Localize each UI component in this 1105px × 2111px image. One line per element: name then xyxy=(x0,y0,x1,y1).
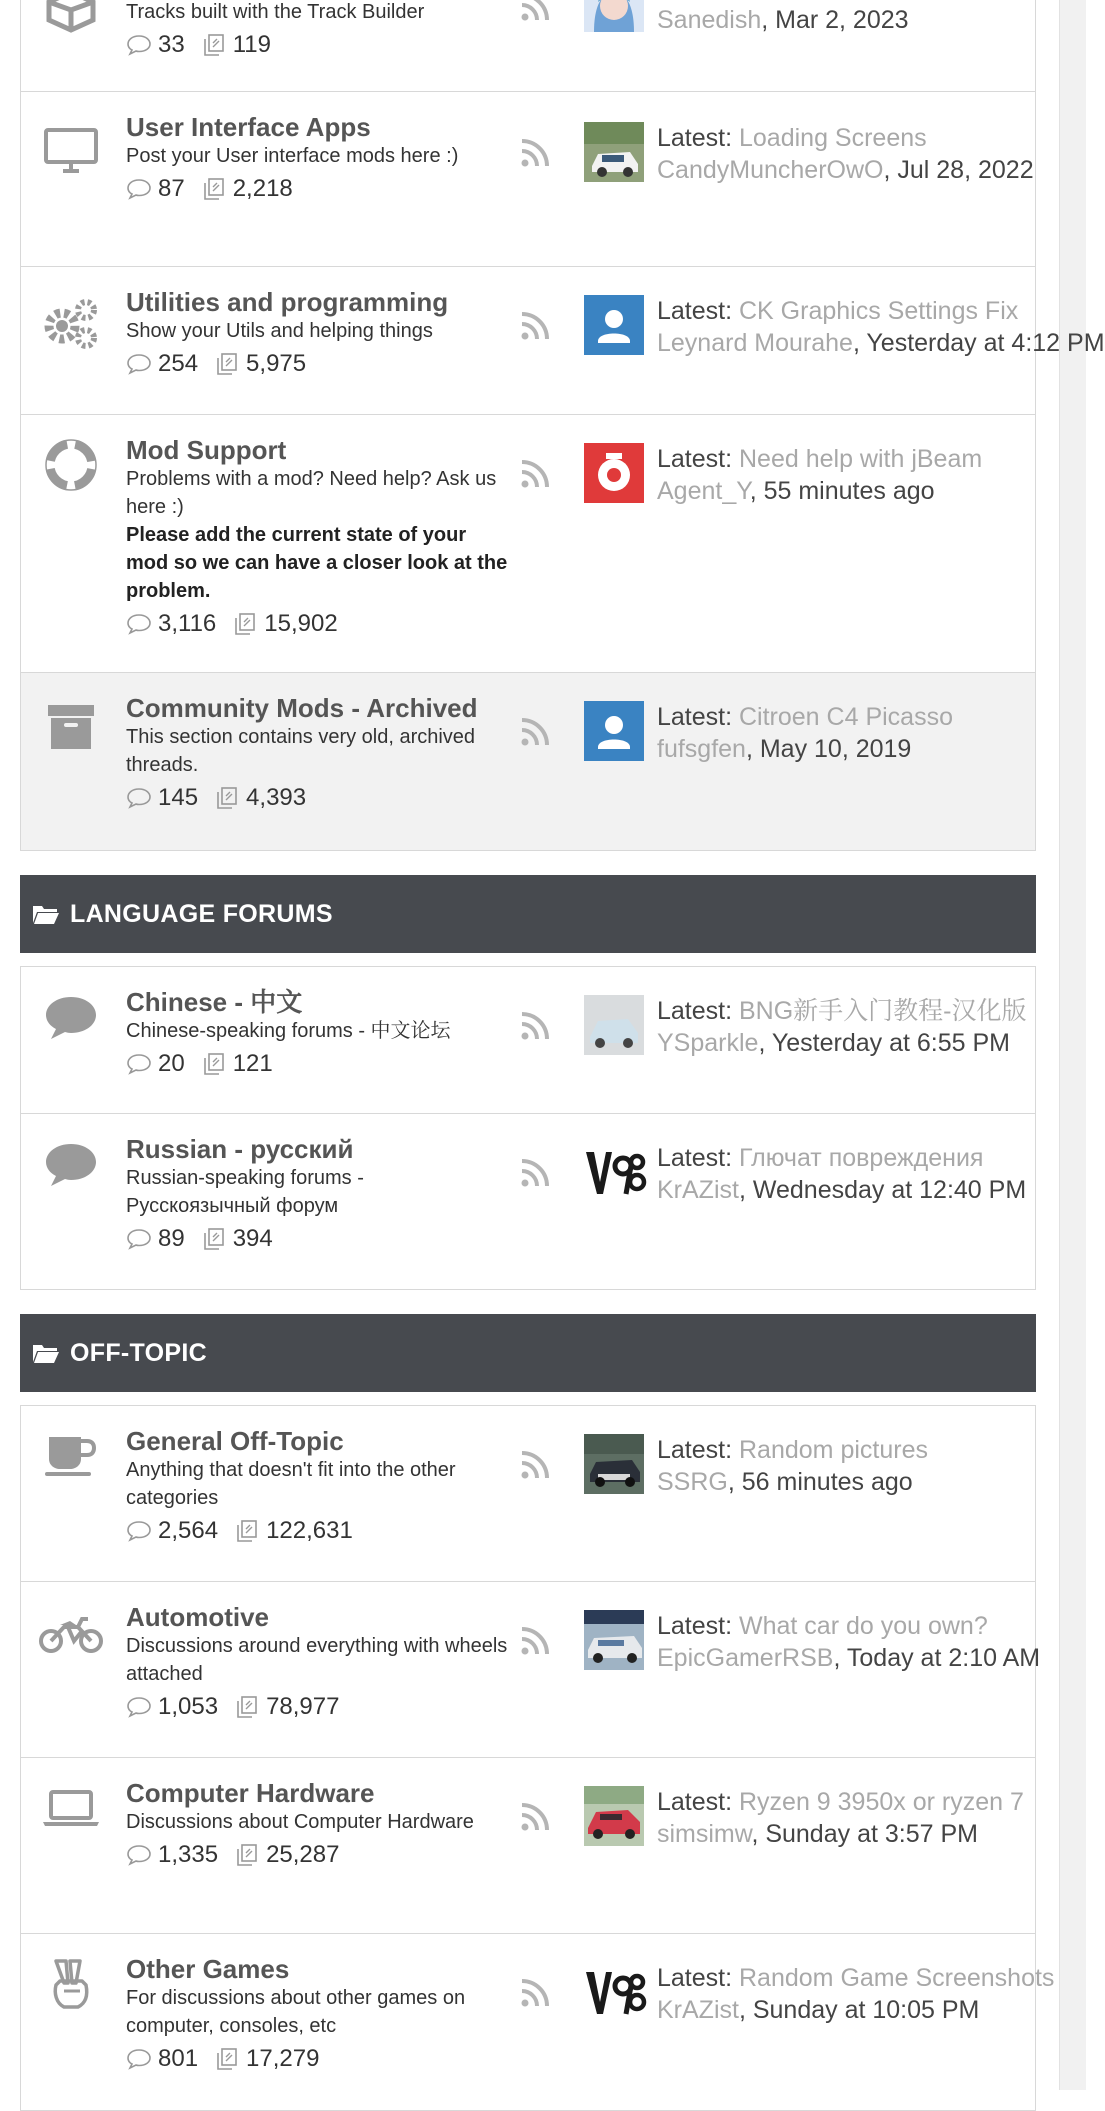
rss-feed-icon[interactable] xyxy=(516,457,552,493)
latest-post: Latest: Ryzen 9 3950x or ryzen 7 simsimw, Sunday at 3:57 PM xyxy=(657,1788,1024,1848)
forum-node-track-builder xyxy=(21,0,1035,92)
forum-node-chinese xyxy=(21,967,1035,1114)
latest-post: Latest: Глючат повреждения KrAZist, Wednesday at 12:40 PM xyxy=(657,1144,1027,1204)
rss-feed-icon[interactable] xyxy=(516,1800,552,1836)
forum-description: Chinese-speaking forums - 中文论坛 xyxy=(126,1020,451,1042)
forum-node-general-off-topic xyxy=(21,1406,1035,1582)
user-avatar[interactable] xyxy=(584,122,644,182)
rss-feed-icon[interactable] xyxy=(516,0,552,26)
messages-icon xyxy=(234,1843,260,1867)
threads-icon xyxy=(126,1844,152,1866)
cubes-icon xyxy=(41,0,101,32)
messages-icon xyxy=(234,1519,260,1543)
latest-post: Latest: Random pictures SSRG, 56 minutes ago xyxy=(657,1436,928,1496)
forum-stats: 1,053 78,977 xyxy=(126,1690,508,1724)
monitor-icon xyxy=(41,120,101,180)
modding-forums-block xyxy=(20,0,1105,851)
forum-description: For discussions about other games on computer, consoles, etc xyxy=(126,1987,466,2037)
forum-description: Discussions about Computer Hardware xyxy=(126,1811,474,1833)
forum-title-link[interactable]: User Interface Apps xyxy=(126,112,371,142)
latest-thread-link[interactable]: BNG新手入门教程-汉化版 xyxy=(739,997,1027,1025)
forum-stats: 3,116 15,902 xyxy=(126,607,508,641)
forum-description: This section contains very old, archived threads. xyxy=(126,726,476,776)
threads-icon xyxy=(126,1520,152,1542)
threads-icon xyxy=(126,34,152,56)
latest-user-link[interactable]: Leynard Mourahe xyxy=(657,329,853,357)
latest-user-link[interactable]: Agent_Y xyxy=(657,477,750,505)
forum-node-user-interface-apps xyxy=(21,92,1035,267)
threads-icon xyxy=(126,178,152,200)
user-avatar[interactable] xyxy=(584,0,644,32)
messages-icon xyxy=(201,1052,227,1076)
latest-user-link[interactable]: CandyMuncherOwO xyxy=(657,156,884,184)
latest-user-link[interactable]: EpicGamerRSB xyxy=(657,1644,834,1672)
threads-icon xyxy=(126,353,152,375)
messages-icon xyxy=(214,352,240,376)
forum-description: Show your Utils and helping things xyxy=(126,320,433,342)
latest-post: Sanedish, Mar 2, 2023 xyxy=(657,6,909,34)
user-avatar[interactable] xyxy=(584,1142,644,1202)
forum-stats: 254 5,975 xyxy=(126,347,508,381)
category-header-language-forums[interactable]: LANGUAGE FORUMS xyxy=(20,875,1036,953)
user-avatar[interactable] xyxy=(584,1434,644,1494)
latest-user-link[interactable]: Sanedish xyxy=(657,6,762,34)
forum-stats: 145 4,393 xyxy=(126,781,508,815)
messages-icon xyxy=(232,612,258,636)
rss-feed-icon[interactable] xyxy=(516,1976,552,2012)
forum-node-russian xyxy=(21,1114,1035,1289)
forum-stats: 1,335 25,287 xyxy=(126,1838,508,1872)
latest-user-link[interactable]: YSparkle xyxy=(657,1029,759,1057)
rss-feed-icon[interactable] xyxy=(516,1009,552,1045)
forum-title-link[interactable]: Computer Hardware xyxy=(126,1778,375,1808)
forum-title-link[interactable]: Community Mods - Archived xyxy=(126,693,478,723)
latest-thread-link[interactable]: Random pictures xyxy=(739,1436,928,1464)
coffee-cup-icon xyxy=(41,1426,101,1486)
latest-post: Latest: Need help with jBeam Agent_Y, 55 minutes ago xyxy=(657,445,983,505)
forum-description: Tracks built with the Track Builder xyxy=(126,1,425,23)
threads-icon xyxy=(126,1228,152,1250)
motorcycle-icon xyxy=(41,1602,101,1662)
page-scrollbar[interactable] xyxy=(1059,0,1086,2090)
user-avatar[interactable] xyxy=(584,1610,644,1670)
speech-bubble-icon xyxy=(41,1134,101,1194)
threads-icon xyxy=(126,613,152,635)
latest-user-link[interactable]: fufsgfen xyxy=(657,735,746,763)
latest-thread-link[interactable]: CK Graphics Settings Fix xyxy=(739,297,1019,325)
rss-feed-icon[interactable] xyxy=(516,1448,552,1484)
forum-description: Discussions around everything with wheels attached xyxy=(126,1635,508,1685)
messages-count: 119 xyxy=(201,28,271,62)
lifebuoy-icon xyxy=(41,435,101,495)
forum-title-link[interactable]: Chinese - 中文 xyxy=(126,987,303,1017)
threads-count: 33 xyxy=(126,28,185,62)
user-avatar[interactable] xyxy=(584,995,644,1055)
latest-post: Latest: CK Graphics Settings Fix Leynard Mourahe, Yesterday at 4:12 PM xyxy=(657,297,1105,357)
rss-feed-icon[interactable] xyxy=(516,136,552,172)
forum-node-other-games xyxy=(21,1934,1055,2110)
folder-open-icon xyxy=(32,1342,60,1364)
forum-description: Anything that doesn't fit into the other categories xyxy=(126,1459,456,1509)
messages-icon xyxy=(201,177,227,201)
user-avatar[interactable] xyxy=(584,1786,644,1846)
user-avatar[interactable] xyxy=(584,1962,644,2022)
speech-bubble-icon xyxy=(41,987,101,1047)
archive-icon xyxy=(41,697,101,757)
forum-stats: 20 121 xyxy=(126,1047,508,1081)
peace-hand-icon xyxy=(41,1954,101,2014)
user-avatar[interactable] xyxy=(584,295,644,355)
forum-title-link[interactable]: Russian - русский xyxy=(126,1134,354,1164)
latest-user-link[interactable]: KrAZist xyxy=(657,1996,739,2024)
latest-post: Latest: Random Game Screenshots KrAZist, Sunday at 10:05 PM xyxy=(657,1964,1055,2024)
forum-description: Russian-speaking forums - Русскоязычный форум xyxy=(126,1167,364,1217)
forum-description: Post your User interface mods here :) xyxy=(126,145,459,167)
rss-feed-icon[interactable] xyxy=(516,1624,552,1660)
latest-post: Latest: Citroen C4 Picasso fufsgfen, May 10, 2019 xyxy=(657,703,953,763)
gears-icon xyxy=(41,293,101,353)
latest-post: Latest: BNG新手入门教程-汉化版 YSparkle, Yesterday at 6:55 PM xyxy=(657,997,1027,1057)
latest-thread-link[interactable]: Citroen C4 Picasso xyxy=(739,703,953,731)
messages-icon xyxy=(201,33,227,57)
latest-post: Latest: Loading Screens CandyMuncherOwO, Jul 28, 2022 xyxy=(657,124,1034,184)
messages-icon xyxy=(234,1695,260,1719)
forum-node-community-mods-archived xyxy=(21,673,1035,850)
forum-stats: 89 394 xyxy=(126,1222,508,1256)
forum-node-computer-hardware xyxy=(21,1758,1035,1934)
folder-open-icon xyxy=(32,903,60,925)
forum-stats: 801 17,279 xyxy=(126,2042,508,2076)
latest-user-link[interactable]: simsimw xyxy=(657,1820,752,1848)
laptop-icon xyxy=(41,1778,101,1838)
forum-title-link[interactable]: Mod Support xyxy=(126,435,287,465)
latest-user-link[interactable]: SSRG xyxy=(657,1468,728,1496)
latest-thread-link[interactable]: Random Game Screenshots xyxy=(739,1964,1055,1992)
forum-list xyxy=(20,0,1105,2111)
forum-stats: 87 2,218 xyxy=(126,172,508,206)
language-forums-block xyxy=(20,966,1036,1290)
latest-thread-link[interactable]: Loading Screens xyxy=(739,124,927,152)
rss-feed-icon[interactable] xyxy=(516,1156,552,1192)
forum-description-notice: Please add the current state of your mod so we can have a closer look at the problem. xyxy=(126,524,508,602)
forum-node-mod-support xyxy=(21,415,1035,673)
forum-node-automotive xyxy=(21,1582,1041,1758)
forum-title-link[interactable]: General Off-Topic xyxy=(126,1426,344,1456)
rss-feed-icon[interactable] xyxy=(516,715,552,751)
forum-title-link[interactable]: Utilities and programming xyxy=(126,287,449,317)
forum-node-utilities xyxy=(21,267,1105,415)
threads-icon xyxy=(126,787,152,809)
forum-stats xyxy=(126,28,508,62)
threads-icon xyxy=(126,1696,152,1718)
category-header-off-topic[interactable]: OFF-TOPIC xyxy=(20,1314,1036,1392)
offtopic-forums-block xyxy=(20,1405,1055,2111)
user-avatar[interactable] xyxy=(584,701,644,761)
threads-icon xyxy=(126,2048,152,2070)
latest-thread-link[interactable]: Need help with jBeam xyxy=(739,445,983,473)
latest-post: Latest: What car do you own? EpicGamerRSB, Today at 2:10 AM xyxy=(657,1612,1041,1672)
latest-user-link[interactable]: KrAZist xyxy=(657,1176,739,1204)
forum-title-link[interactable]: Automotive xyxy=(126,1602,269,1632)
rss-feed-icon[interactable] xyxy=(516,309,552,345)
user-avatar[interactable] xyxy=(584,443,644,503)
forum-stats: 2,564 122,631 xyxy=(126,1514,508,1548)
forum-description: Problems with a mod? Need help? Ask us here :) xyxy=(126,468,497,518)
forum-title-link[interactable]: Other Games xyxy=(126,1954,290,1984)
messages-icon xyxy=(214,2047,240,2071)
latest-thread-link[interactable]: Глючат повреждения xyxy=(739,1144,984,1172)
latest-thread-link[interactable]: What car do you own? xyxy=(739,1612,988,1640)
messages-icon xyxy=(214,786,240,810)
messages-icon xyxy=(201,1227,227,1251)
latest-thread-link[interactable]: Ryzen 9 3950x or ryzen 7 xyxy=(739,1788,1024,1816)
threads-icon xyxy=(126,1053,152,1075)
